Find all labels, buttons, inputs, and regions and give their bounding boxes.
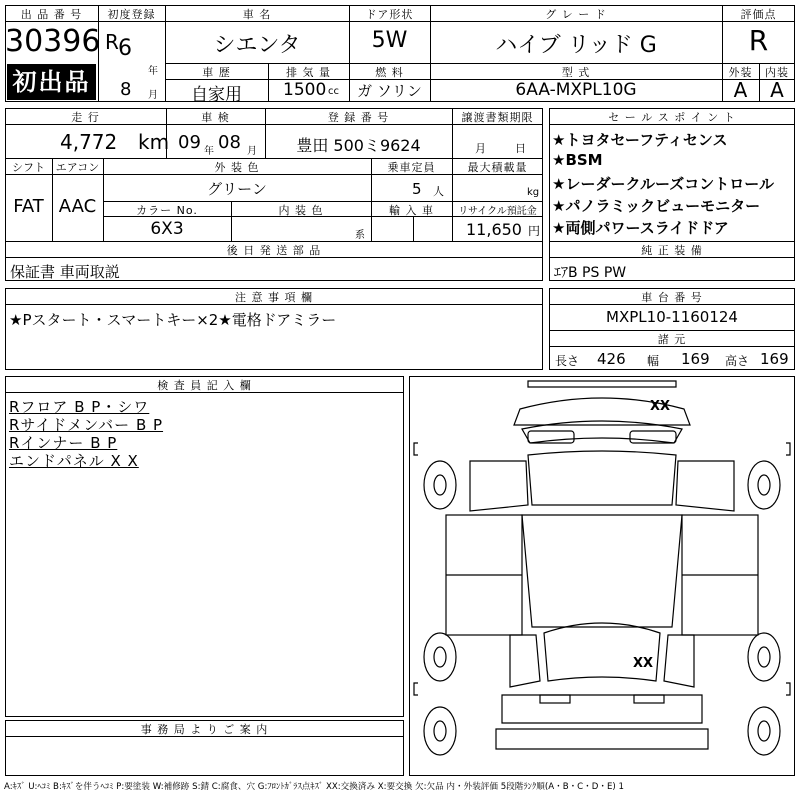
reg-year: 6 — [118, 36, 132, 61]
int-color-unit: 系 — [355, 230, 365, 241]
door-label: ドア形状 — [365, 8, 414, 21]
interior-score: A — [770, 78, 784, 102]
transfer-label: 譲渡書類期限 — [461, 111, 534, 124]
sales-point: ★両側パワースライドドア — [552, 219, 729, 237]
recycle: 11,650 — [466, 220, 522, 239]
sales-points-label: セ ー ル ス ポ イ ン ト — [608, 111, 736, 124]
history-label: 車 歴 — [202, 66, 231, 79]
car-name: シエンタ — [213, 33, 301, 58]
chassis-label: 車 台 番 号 — [641, 291, 703, 304]
inspection-month-unit: 月 — [247, 146, 257, 157]
plate-label: 登 録 番 号 — [327, 111, 390, 124]
color-no-label: カラー No. — [136, 204, 198, 217]
car-name-label: 車 名 — [242, 8, 272, 21]
width-label: 幅 — [647, 354, 660, 368]
damage-mark-front: XX — [650, 399, 671, 414]
sales-point: ★レーダークルーズコントロール — [552, 175, 774, 193]
lot-number: 30396 — [5, 24, 101, 59]
inspector-note: Rサイドメンバー B P — [9, 416, 164, 434]
capacity: 5 — [412, 180, 422, 198]
mileage-label: 走 行 — [71, 111, 100, 124]
displacement-label: 排 気 量 — [286, 66, 331, 79]
model: 6AA-MXPL10G — [515, 80, 637, 100]
capacity-label: 乗車定員 — [387, 161, 436, 174]
length: 426 — [597, 350, 626, 368]
vehicle-condition-diagram — [410, 377, 794, 775]
capacity-unit: 人 — [433, 185, 444, 198]
legend-text: A:ｷｽﾞ U:ﾍｺﾐ B:ｷｽﾞを伴うﾍｺﾐ P:要塗装 W:補修跡 S:錆 C:腐食、穴 G:ﾌﾛﾝﾄｶﾞﾗｽ点ｷｽﾞ XX:交換済み X:要交換 欠:欠品 内・外装評価 5段階ﾗﾝｸ順(A・B・C・D・E) 1 — [4, 782, 624, 792]
grade: ハイブ リッド G — [495, 33, 657, 58]
ext-color: グリーン — [207, 180, 267, 198]
width: 169 — [681, 350, 710, 368]
transfer-day-unit: 日 — [515, 142, 526, 155]
height: 169 — [760, 350, 789, 368]
inspection-month: 08 — [218, 132, 241, 153]
genuine-equipment: ｴｱB PS PW — [554, 265, 627, 281]
fuel-label: 燃 料 — [375, 66, 404, 79]
load-label: 最大積載量 — [467, 161, 528, 174]
reg-year-unit: 年 — [148, 66, 158, 77]
grade-label: グ レ ー ド — [545, 8, 607, 21]
office-label: 事 務 局 よ り ご 案 内 — [140, 723, 269, 736]
inspector-note: Rフロア B P・シワ — [9, 398, 150, 416]
score: R — [748, 24, 769, 57]
chassis-number: MXPL10-1160124 — [606, 308, 738, 326]
plate: 豊田 500ミ9624 — [296, 136, 421, 155]
inspector-note: Rインナー B P — [9, 434, 118, 452]
displacement: 1500 — [283, 80, 327, 100]
deferred-parts-label: 後 日 発 送 部 品 — [226, 244, 322, 257]
ext-color-label: 外 装 色 — [214, 161, 260, 174]
exterior-score-label: 外装 — [728, 66, 753, 79]
score-label: 評価点 — [740, 8, 777, 21]
reg-month: 8 — [120, 79, 132, 100]
load-unit: kg — [527, 187, 540, 198]
deferred-parts: 保証書 車両取説 — [10, 263, 120, 281]
dims-label: 諸 元 — [657, 333, 687, 346]
sales-point: ★パノラミックビューモニター — [552, 197, 761, 215]
aircon-label: エアコン — [55, 161, 100, 174]
history: 自家用 — [191, 85, 242, 105]
damage-mark-rear: XX — [633, 656, 654, 671]
genuine-equipment-label: 純 正 装 備 — [641, 244, 703, 257]
first-listing-text: 初出品 — [12, 68, 91, 96]
height-label: 高さ — [725, 354, 750, 368]
inspection-label: 車 検 — [201, 111, 230, 124]
exterior-score: A — [733, 78, 748, 102]
import-label: 輸 入 車 — [389, 204, 434, 217]
sales-point: ★BSM — [552, 151, 603, 169]
recycle-label: リサイクル預託金 — [458, 206, 537, 217]
reg-month-unit: 月 — [148, 90, 158, 101]
int-color-label: 内 装 色 — [278, 204, 324, 217]
shift-label: シフト — [12, 161, 45, 174]
inspector-note: エンドパネル X X — [9, 452, 139, 470]
color-no: 6X3 — [150, 219, 184, 239]
mileage: 4,772 — [60, 130, 118, 154]
displacement-unit: cc — [328, 86, 339, 97]
transfer-month-unit: 月 — [475, 142, 486, 155]
era: R — [105, 30, 119, 54]
notes-text: ★Pスタート・スマートキー×2★電格ドアミラー — [9, 311, 337, 329]
lot-number-label: 出 品 番 号 — [20, 8, 83, 21]
sales-point: ★トヨタセーフティセンス — [552, 131, 728, 149]
inspector-label: 検 査 員 記 入 欄 — [157, 379, 252, 392]
mileage-unit: km — [138, 130, 170, 154]
notes-label: 注 意 事 項 欄 — [235, 291, 313, 304]
inspection-year-unit: 年 — [204, 146, 214, 157]
model-label: 型 式 — [561, 66, 591, 79]
inspection-year: 09 — [178, 132, 201, 153]
recycle-unit: 円 — [528, 224, 541, 238]
first-reg-label: 初度登録 — [107, 8, 156, 21]
interior-score-label: 内装 — [765, 66, 789, 79]
fuel: ガ ソリン — [357, 82, 422, 100]
door-type: 5W — [371, 28, 408, 53]
shift: FAT — [13, 196, 44, 217]
aircon: AAC — [58, 196, 97, 217]
length-label: 長さ — [555, 354, 580, 368]
